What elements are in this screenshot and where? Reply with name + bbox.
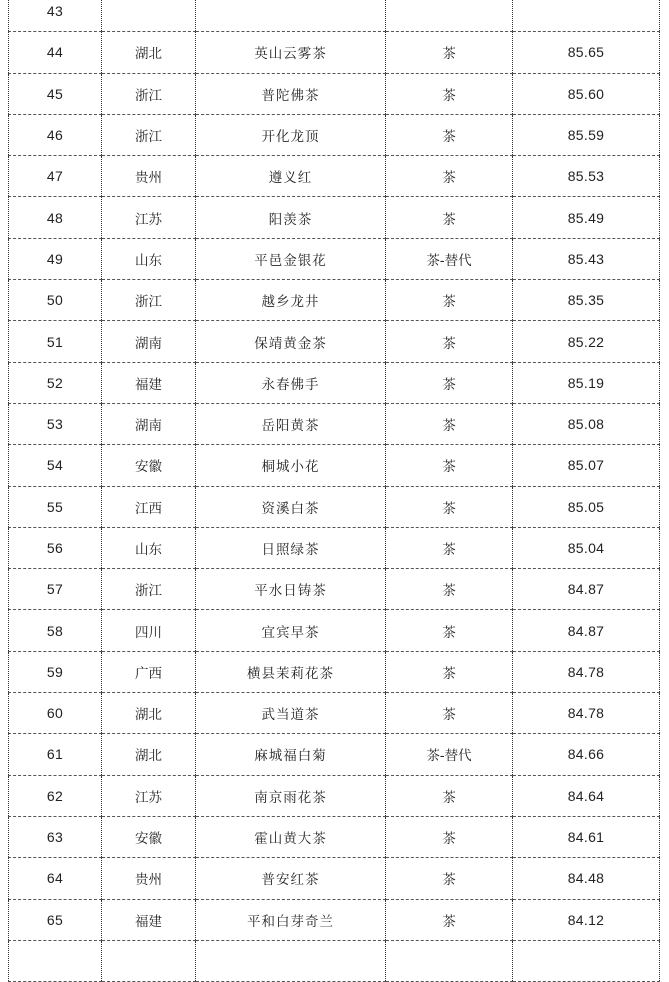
- rank-cell: 49: [9, 238, 102, 279]
- ranking-table-body: [9, 0, 660, 982]
- category-cell: 茶: [386, 486, 513, 527]
- product-name-cell: 普安红茶: [196, 858, 386, 899]
- table-row: [9, 238, 660, 279]
- category-cell: 茶-替代: [386, 238, 513, 279]
- product-name-cell: 平邑金银花: [196, 238, 386, 279]
- score-cell: 85.60: [513, 73, 660, 114]
- category-cell: 茶: [386, 445, 513, 486]
- score-cell: 84.78: [513, 693, 660, 734]
- score-cell: 85.19: [513, 362, 660, 403]
- score-cell: 84.78: [513, 651, 660, 692]
- product-name-cell: 岳阳黄茶: [196, 403, 386, 444]
- rank-cell: 64: [9, 858, 102, 899]
- category-cell: 茶: [386, 527, 513, 568]
- table-row: [9, 569, 660, 610]
- score-cell: 84.61: [513, 816, 660, 857]
- score-cell: 85.05: [513, 486, 660, 527]
- score-cell: 84.48: [513, 858, 660, 899]
- category-cell: 茶: [386, 114, 513, 155]
- table-row: [9, 0, 660, 32]
- province-cell: 湖北: [102, 32, 196, 73]
- product-name-cell: 麻城福白菊: [196, 734, 386, 775]
- category-cell: 茶: [386, 73, 513, 114]
- product-name-cell: 横县茉莉花茶: [196, 651, 386, 692]
- table-row: [9, 114, 660, 155]
- score-cell: 85.22: [513, 321, 660, 362]
- rank-cell: 51: [9, 321, 102, 362]
- category-cell: 茶: [386, 858, 513, 899]
- product-name-cell: 南京雨花茶: [196, 775, 386, 816]
- product-name-cell: 遵义红: [196, 156, 386, 197]
- score-cell: 85.49: [513, 197, 660, 238]
- table-row: [9, 362, 660, 403]
- product-name-cell: 日照绿茶: [196, 527, 386, 568]
- province-cell: 浙江: [102, 280, 196, 321]
- score-cell: 85.65: [513, 32, 660, 73]
- table-row: [9, 403, 660, 444]
- category-cell: 茶: [386, 775, 513, 816]
- province-cell: 浙江: [102, 73, 196, 114]
- category-cell: 茶: [386, 816, 513, 857]
- product-name-cell: 武当道茶: [196, 693, 386, 734]
- rank-cell: 48: [9, 197, 102, 238]
- province-cell: 湖北: [102, 693, 196, 734]
- score-cell: 85.59: [513, 114, 660, 155]
- product-name-cell: [196, 940, 386, 981]
- score-cell: 85.07: [513, 445, 660, 486]
- rank-cell: 65: [9, 899, 102, 940]
- product-name-cell: 普陀佛茶: [196, 73, 386, 114]
- category-cell: 茶: [386, 651, 513, 692]
- rank-cell: 56: [9, 527, 102, 568]
- category-cell: 茶: [386, 899, 513, 940]
- rank-cell: 50: [9, 280, 102, 321]
- province-cell: 贵州: [102, 858, 196, 899]
- province-cell: 广西: [102, 651, 196, 692]
- rank-cell: 55: [9, 486, 102, 527]
- rank-cell: 46: [9, 114, 102, 155]
- category-cell: [386, 940, 513, 981]
- category-cell: 茶: [386, 321, 513, 362]
- product-name-cell: 保靖黄金茶: [196, 321, 386, 362]
- table-row: [9, 32, 660, 73]
- product-name-cell: 宜宾早茶: [196, 610, 386, 651]
- province-cell: [102, 0, 196, 32]
- rank-cell: 57: [9, 569, 102, 610]
- table-row: [9, 610, 660, 651]
- province-cell: 福建: [102, 899, 196, 940]
- product-name-cell: 资溪白茶: [196, 486, 386, 527]
- province-cell: 湖南: [102, 321, 196, 362]
- product-name-cell: 越乡龙井: [196, 280, 386, 321]
- rank-cell: 53: [9, 403, 102, 444]
- category-cell: 茶: [386, 693, 513, 734]
- table-row: [9, 486, 660, 527]
- rank-cell: 62: [9, 775, 102, 816]
- product-name-cell: 阳羡茶: [196, 197, 386, 238]
- table-row: [9, 693, 660, 734]
- table-row: [9, 445, 660, 486]
- score-cell: 84.87: [513, 610, 660, 651]
- product-name-cell: [196, 0, 386, 32]
- score-cell: [513, 940, 660, 981]
- table-row: [9, 280, 660, 321]
- score-cell: 85.35: [513, 280, 660, 321]
- category-cell: 茶-替代: [386, 734, 513, 775]
- rank-cell: [9, 940, 102, 981]
- score-cell: 84.64: [513, 775, 660, 816]
- category-cell: 茶: [386, 280, 513, 321]
- table-row: [9, 197, 660, 238]
- table-row: [9, 858, 660, 899]
- province-cell: 浙江: [102, 569, 196, 610]
- province-cell: 四川: [102, 610, 196, 651]
- table-row: [9, 527, 660, 568]
- province-cell: 山东: [102, 527, 196, 568]
- rank-cell: 58: [9, 610, 102, 651]
- ranking-table: [8, 0, 660, 982]
- rank-cell: 60: [9, 693, 102, 734]
- rank-cell: 63: [9, 816, 102, 857]
- product-name-cell: 永春佛手: [196, 362, 386, 403]
- score-cell: 85.08: [513, 403, 660, 444]
- category-cell: 茶: [386, 403, 513, 444]
- rank-cell: 54: [9, 445, 102, 486]
- table-row: [9, 321, 660, 362]
- score-cell: 85.04: [513, 527, 660, 568]
- province-cell: 福建: [102, 362, 196, 403]
- table-row: [9, 940, 660, 981]
- province-cell: 浙江: [102, 114, 196, 155]
- rank-cell: 59: [9, 651, 102, 692]
- table-row: [9, 156, 660, 197]
- province-cell: 江苏: [102, 197, 196, 238]
- product-name-cell: 平和白芽奇兰: [196, 899, 386, 940]
- rank-cell: 43: [9, 0, 102, 32]
- category-cell: 茶: [386, 362, 513, 403]
- table-row: [9, 651, 660, 692]
- score-cell: [513, 0, 660, 32]
- rank-cell: 47: [9, 156, 102, 197]
- rank-cell: 61: [9, 734, 102, 775]
- rank-cell: 52: [9, 362, 102, 403]
- province-cell: 江西: [102, 486, 196, 527]
- product-name-cell: 开化龙顶: [196, 114, 386, 155]
- province-cell: 山东: [102, 238, 196, 279]
- province-cell: 安徽: [102, 445, 196, 486]
- score-cell: 85.43: [513, 238, 660, 279]
- product-name-cell: 平水日铸茶: [196, 569, 386, 610]
- product-name-cell: 桐城小花: [196, 445, 386, 486]
- category-cell: 茶: [386, 610, 513, 651]
- table-row: [9, 775, 660, 816]
- score-cell: 84.66: [513, 734, 660, 775]
- product-name-cell: 英山云雾茶: [196, 32, 386, 73]
- table-row: [9, 816, 660, 857]
- category-cell: [386, 0, 513, 32]
- category-cell: 茶: [386, 569, 513, 610]
- product-name-cell: 霍山黄大茶: [196, 816, 386, 857]
- category-cell: 茶: [386, 197, 513, 238]
- score-cell: 85.53: [513, 156, 660, 197]
- rank-cell: 44: [9, 32, 102, 73]
- category-cell: 茶: [386, 156, 513, 197]
- province-cell: [102, 940, 196, 981]
- table-row: [9, 734, 660, 775]
- score-cell: 84.12: [513, 899, 660, 940]
- province-cell: 江苏: [102, 775, 196, 816]
- province-cell: 贵州: [102, 156, 196, 197]
- province-cell: 湖南: [102, 403, 196, 444]
- province-cell: 湖北: [102, 734, 196, 775]
- category-cell: 茶: [386, 32, 513, 73]
- rank-cell: 45: [9, 73, 102, 114]
- province-cell: 安徽: [102, 816, 196, 857]
- table-row: [9, 73, 660, 114]
- score-cell: 84.87: [513, 569, 660, 610]
